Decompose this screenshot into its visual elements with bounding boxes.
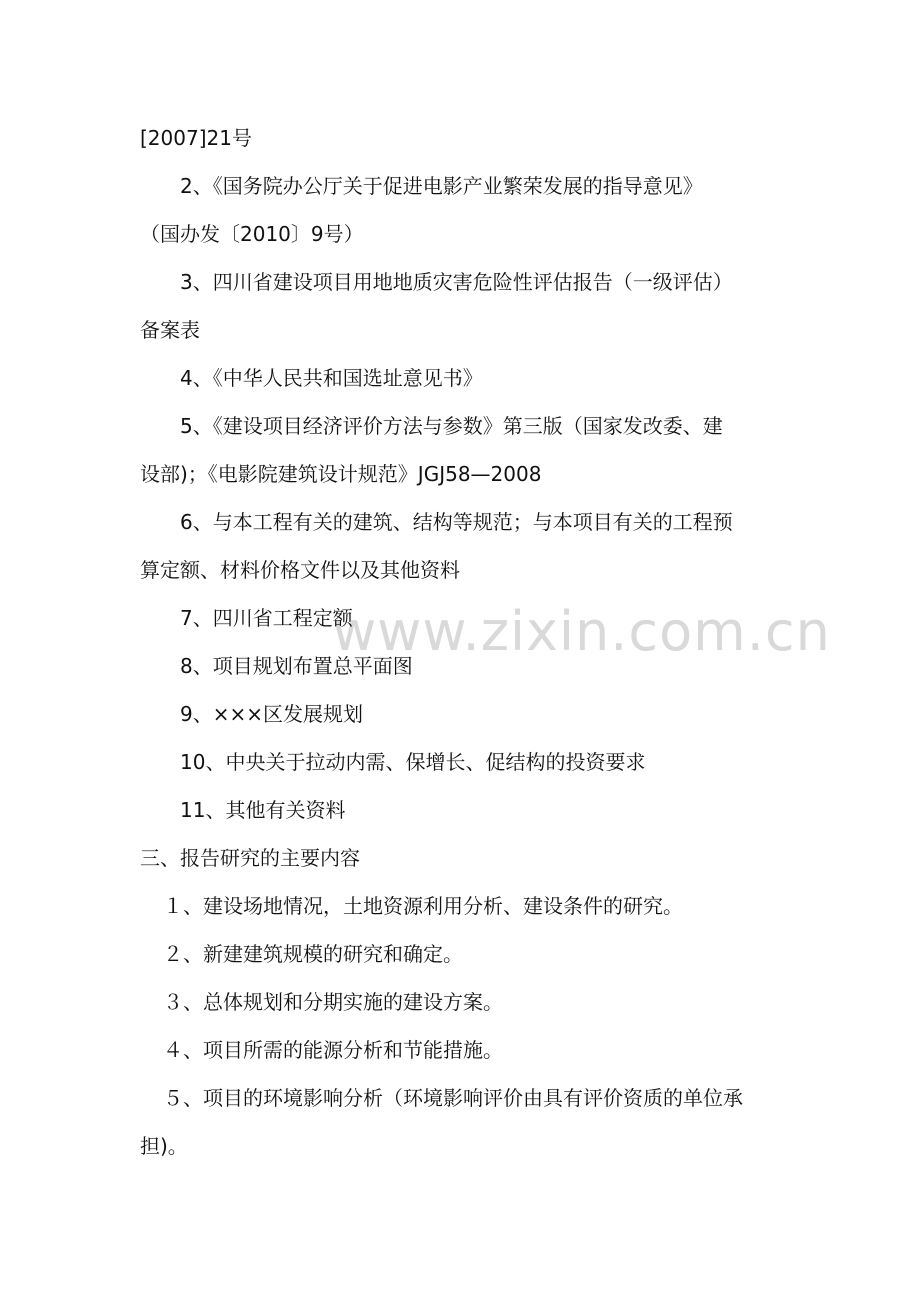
text-line-basis-4: 4、《中华人民共和国选址意见书》	[180, 366, 483, 390]
text-line-content-5-continued: 担)。	[140, 1134, 188, 1158]
text-line-content-4: ４、项目所需的能源分析和节能措施。	[163, 1038, 503, 1062]
text-line-basis-8: 8、项目规划布置总平面图	[180, 654, 413, 678]
watermark: www.zixin.com.cn	[332, 600, 831, 663]
text-line-content-3: ３、总体规划和分期实施的建设方案。	[163, 990, 503, 1014]
text-line-basis-3-continued: 备案表	[140, 318, 200, 342]
text-line-content-2: ２、新建建筑规模的研究和确定。	[163, 942, 463, 966]
text-line-basis-10: 10、中央关于拉动内需、保增长、促结构的投资要求	[180, 750, 646, 774]
text-line-basis-5: 5、《建设项目经济评价方法与参数》第三版（国家发改委、建	[180, 414, 723, 438]
text-line-basis-7: 7、四川省工程定额	[180, 606, 353, 630]
text-line-basis-1-continued: [2007]21号	[140, 126, 252, 150]
text-line-basis-2: 2、《国务院办公厅关于促进电影产业繁荣发展的指导意见》	[180, 174, 703, 198]
section-heading-3: 三、报告研究的主要内容	[140, 846, 360, 870]
text-line-basis-6: 6、与本工程有关的建筑、结构等规范；与本项目有关的工程预	[180, 510, 733, 534]
text-line-basis-3: 3、四川省建设项目用地地质灾害危险性评估报告（一级评估）	[180, 270, 733, 294]
text-line-basis-9: 9、×××区发展规划	[180, 702, 363, 726]
text-line-content-5: ５、项目的环境影响分析（环境影响评价由具有评价资质的单位承	[163, 1086, 743, 1110]
text-line-basis-5-continued: 设部)；《电影院建筑设计规范》JGJ58—2008	[140, 462, 542, 486]
text-line-basis-6-continued: 算定额、材料价格文件以及其他资料	[140, 558, 460, 582]
text-line-content-1: １、建设场地情况，土地资源利用分析、建设条件的研究。	[163, 894, 683, 918]
text-line-basis-11: 11、其他有关资料	[180, 798, 346, 822]
text-line-basis-2-continued: （国办发〔2010〕9号）	[140, 222, 364, 246]
